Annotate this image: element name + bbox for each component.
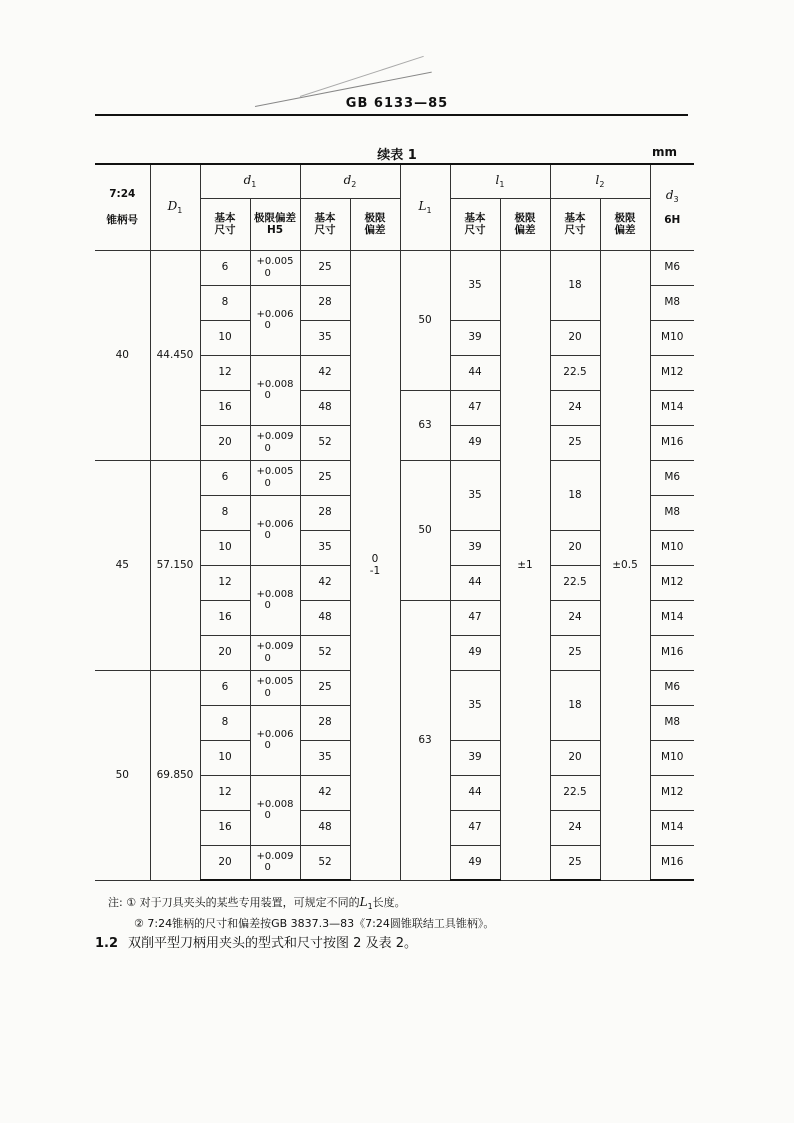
table-cell: +0.008 0 [250,775,300,845]
table-cell: +0.005 0 [250,670,300,705]
table-cell: M16 [650,845,694,880]
table-cell: 25 [550,425,600,460]
table-cell: 16 [200,600,250,635]
table-cell: +0.005 0 [250,460,300,495]
standard-number: GB 6133—85 [345,96,449,111]
table-cell: 48 [300,600,350,635]
table-cell: M8 [650,495,694,530]
header-l2-basic: 基本 尺寸 [550,198,600,250]
table-cell: 12 [200,565,250,600]
header-l2-tol: 极限 偏差 [600,198,650,250]
table-cell: 25 [550,635,600,670]
table-cell: 35 [300,530,350,565]
table-cell: +0.005 0 [250,250,300,285]
table-cell: 28 [300,285,350,320]
note-2: ② 7:24锥柄的尺寸和偏差按GB 3837.3—83《7:24圆锥联结工具锥柄》。 [134,917,495,930]
taper-45: 45 [95,460,150,670]
table-cell: 24 [550,600,600,635]
table-cell: 35 [300,320,350,355]
table-cell: 20 [200,845,250,880]
table-cell: 50 [400,250,450,390]
table-cell: M8 [650,285,694,320]
header-d2: $d_2$ [300,164,400,198]
table-cell: 52 [300,425,350,460]
table-cell: 16 [200,390,250,425]
table-cell: 25 [300,670,350,705]
l1-tolerance: ±1 [500,250,550,880]
D1-40: 44.450 [150,250,200,460]
table-cell: 6 [200,250,250,285]
table-cell: 44 [450,775,500,810]
table-cell: 8 [200,285,250,320]
table-cell: 12 [200,775,250,810]
table-cell: 35 [450,250,500,320]
table-cell: M8 [650,705,694,740]
table-cell: 18 [550,460,600,530]
section-heading: 1.2 双削平型刀柄用夹头的型式和尺寸按图 2 及表 2。 [95,936,417,951]
table-cell: M10 [650,320,694,355]
table-cell: M6 [650,670,694,705]
table-cell: 22.5 [550,565,600,600]
table-cell: 49 [450,845,500,880]
table-cell: 47 [450,810,500,845]
dimension-table [95,163,694,881]
header-d2-tol: 极限 偏差 [350,198,400,250]
header-l1-basic: 基本 尺寸 [450,198,500,250]
table-cell: 44 [450,565,500,600]
table-cell: 22.5 [550,775,600,810]
table-cell: +0.008 0 [250,355,300,425]
table-cell: 35 [450,460,500,530]
table-cell: M14 [650,810,694,845]
table-cell: 25 [300,250,350,285]
table-cell: +0.006 0 [250,285,300,355]
table-cell: M10 [650,740,694,775]
table-cell: M16 [650,635,694,670]
table-cell: 20 [200,425,250,460]
table-cell: 48 [300,810,350,845]
table-cell: +0.006 0 [250,495,300,565]
header-D1: $D_1$ [150,164,200,250]
table-cell: 35 [450,670,500,740]
table-cell: 42 [300,565,350,600]
header-d1-basic: 基本 尺寸 [200,198,250,250]
table-cell: 63 [400,390,450,460]
table-cell: +0.009 0 [250,845,300,880]
header-l1: $l_1$ [450,164,550,198]
table-cell: M12 [650,775,694,810]
table-cell: 35 [300,740,350,775]
table-cell: 48 [300,390,350,425]
header-taper: 7:24 锥柄号 [95,164,150,250]
table-cell: +0.009 0 [250,635,300,670]
table-cell: 49 [450,635,500,670]
table-cell: 24 [550,810,600,845]
table-cell: +0.009 0 [250,425,300,460]
taper-50: 50 [95,670,150,880]
table-cell: 24 [550,390,600,425]
header-l2: $l_2$ [550,164,650,198]
table-title: 续表 1 [377,148,417,163]
table-notes [108,891,494,935]
table-cell: 18 [550,670,600,740]
table-cell: 6 [200,460,250,495]
table-cell: 18 [550,250,600,320]
table-cell: 28 [300,705,350,740]
table-cell: 42 [300,355,350,390]
table-cell: 25 [550,845,600,880]
table-cell: 20 [550,740,600,775]
table-cell: +0.006 0 [250,705,300,775]
table-cell: 47 [450,390,500,425]
table-cell: 6 [200,670,250,705]
table-cell: 50 [400,460,450,600]
table-cell: 12 [200,355,250,390]
table-cell: 42 [300,775,350,810]
table-cell: 39 [450,320,500,355]
l2-tolerance: ±0.5 [600,250,650,880]
note-1: 注: ① 对于刀具夹头的某些专用装置，可规定不同的$L_1$长度。 [108,895,406,911]
table-cell: M10 [650,530,694,565]
table-cell: M12 [650,355,694,390]
table-cell: 47 [450,600,500,635]
d2-tolerance: 0 -1 [350,250,400,880]
header-L1: $L_1$ [400,164,450,250]
table-cell: 49 [450,425,500,460]
table-cell: 10 [200,530,250,565]
table-cell: 22.5 [550,355,600,390]
table-cell: M6 [650,460,694,495]
table-cell: 25 [300,460,350,495]
table-cell: 52 [300,845,350,880]
table-cell: 44 [450,355,500,390]
table-cell: 39 [450,740,500,775]
table-cell: 8 [200,705,250,740]
header-l1-tol: 极限 偏差 [500,198,550,250]
table-cell: M14 [650,600,694,635]
table-cell: 39 [450,530,500,565]
table-cell: 52 [300,635,350,670]
table-cell: 20 [200,635,250,670]
header-d2-basic: 基本 尺寸 [300,198,350,250]
table-cell: 20 [550,320,600,355]
D1-50: 69.850 [150,670,200,880]
header-d1-tol: 极限偏差 H5 [250,198,300,250]
table-cell: 63 [400,600,450,880]
header-d1: $d_1$ [200,164,300,198]
table-cell: 28 [300,495,350,530]
table-cell: 16 [200,810,250,845]
taper-40: 40 [95,250,150,460]
D1-45: 57.150 [150,460,200,670]
table-cell: M12 [650,565,694,600]
table-cell: 8 [200,495,250,530]
table-cell: 10 [200,320,250,355]
table-cell: M14 [650,390,694,425]
header-rule [95,114,688,116]
header-d3: $d_3$ 6H [650,164,694,250]
table-cell: 20 [550,530,600,565]
table-unit: mm [652,145,678,159]
table-cell: M6 [650,250,694,285]
table-cell: 10 [200,740,250,775]
table-cell: +0.008 0 [250,565,300,635]
table-cell: M16 [650,425,694,460]
